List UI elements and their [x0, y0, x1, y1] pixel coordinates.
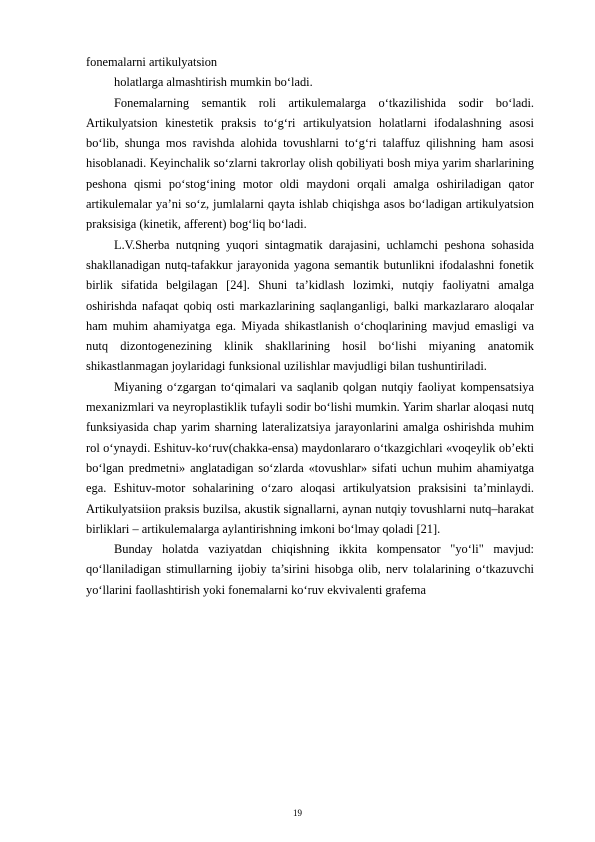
- page-number: 19: [293, 808, 302, 818]
- paragraph-sherba: L.V.Sherba nutqning yuqori sintagmatik darajasini, uchlamchi peshona sohasida shakllanadigan nutq-tafakkur jarayonida yagona semantik butunlikni ifodalashni fonetik birlik sifatida belgilagan [24]. Shuni ta’kidlash lozimki, nutqiy faoliyatni amalga oshirishda nafaqat qobiq osti markazlarining saqlanganligi, balki markazlararo aloqalar ham muhim ahamiyatga ega. Miyada shikastlanish o‘choqlarining mavjud emasligi va nutq dizontogenezining klinik shakllarining hosil bo‘lishi miyaning anatomik shikastlanmagan joylaridagi funksional uzilishlar mavjudligi bilan tushuntiriladi.: [86, 237, 534, 374]
- paragraph-miyaning: Miyaning o‘zgargan to‘qimalari va saqlanib qolgan nutqiy faoliyat kompensatsiya mexanizmlari va neyroplastiklik tufayli sodir bo‘lishi mumkin. Yarim sharlar aloqasi nutq funksiyasida chap yarim sharning lateralizatsiya jarayonlarini amalga oshirishda muhim rol o‘ynaydi. Eshituv-ko‘ruv(chakka-ensa) maydonlararo o‘tkazgichlari «voqeylik ob’ekti bo‘lgan predmetni» anglatadigan so‘zlarda «tovushlar» sifati uchun muhim ahamiyatga ega. Eshituv-motor sohalarining o‘zaro aloqasi artikulyatsion praksisini ta’minlaydi. Artikulyatsiion praksis buzilsa, akustik signallarni, aynan nutqiy tovushlarni nutq–harakat birliklari – artikulemalarga aylantirishning imkoni bo‘lmay qoladi [21].: [86, 379, 534, 536]
- paragraph-bunday: Bunday holatda vaziyatdan chiqishning ikkita kompensator "yo‘li" mavjud: qo‘llaniladigan stimullarning ijobiy ta’sirini hisobga olib, nerv tolalarining o‘tkazuvchi yo‘llarini faollashtirish yoki fonemalarni ko‘ruv ekvivalenti grafema: [86, 542, 534, 597]
- document-page: [86, 52, 534, 600]
- text-line-second: holatlarga almashtirish mumkin bo‘ladi.: [114, 75, 313, 90]
- text-line-first: fonemalarni artikulyatsion: [86, 55, 218, 69]
- paragraph-fonemalar: Fonemalarning semantik roli artikulemalarga o‘tkazilishida sodir bo‘ladi. Artikulyatsion kinestetik praksis to‘g‘ri artikulyatsion holatlarni ifodalashning asosi bo‘lib, shunga mos ravishda alohida tovushlarni to‘g‘ri talaffuz qilishning ham asosi hisoblanadi. Keyinchalik so‘zlarni takrorlay olish qobiliyati bosh miya yarim sharlarining peshona qismi po‘stog‘ining motor oldi maydoni orqali amalga oshiriladigan qator artikulemalar ya’ni so‘z, jumlalarni qayta ishlab chiqishga asos bo‘ladigan artikulyatsion praksisiga (kinetik, afferent) bog‘liq bo‘ladi.: [86, 95, 534, 232]
